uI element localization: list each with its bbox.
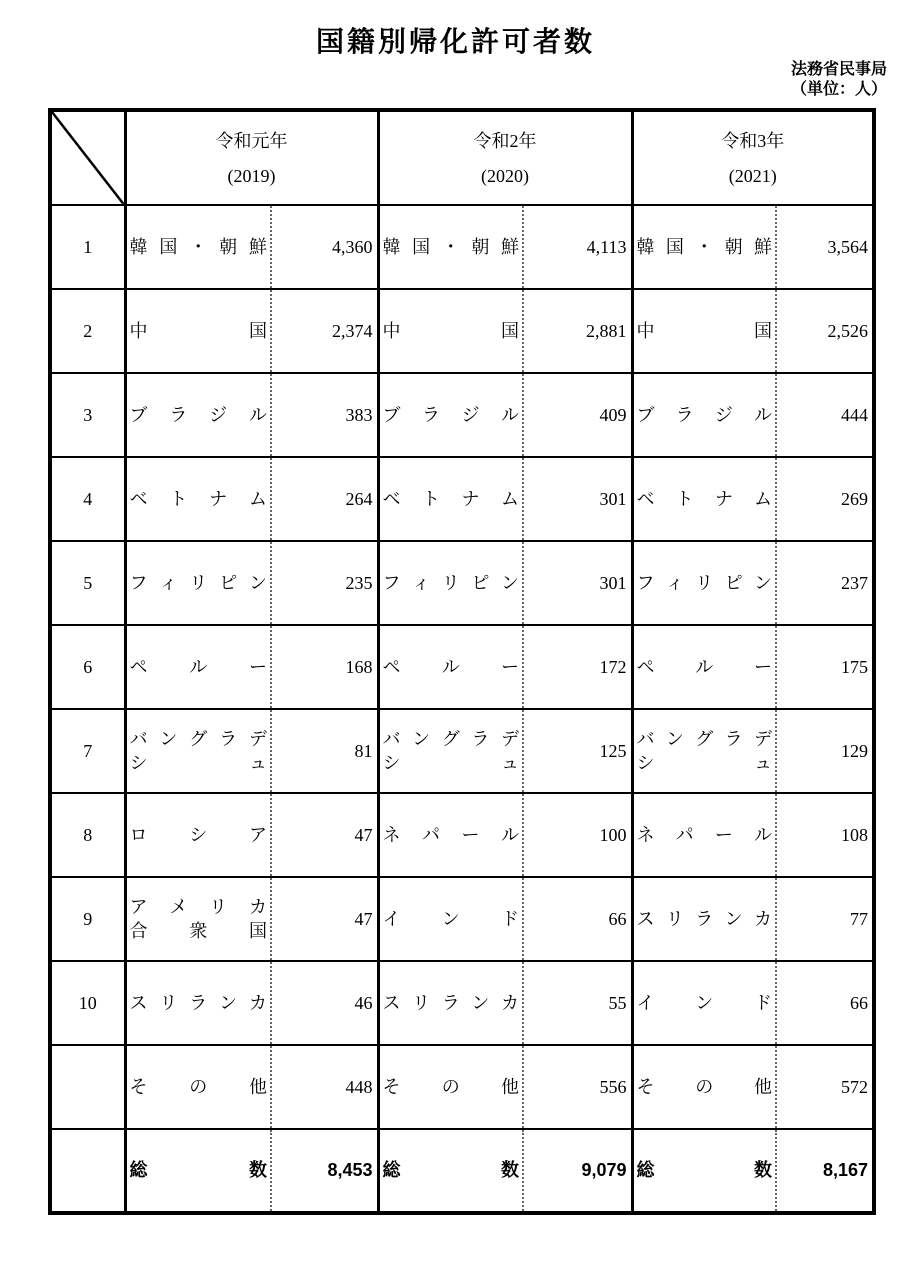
source-agency: 法務省民事局 [790, 61, 887, 78]
table-row-others [50, 1045, 874, 1129]
country-name-cell: そ の 他 [632, 1045, 776, 1129]
value-cell: 4,360 [271, 205, 378, 289]
country-name-cell: 中 国 [632, 289, 776, 373]
country-name-cell: ネ パ ー ル [378, 793, 523, 877]
value-cell: 47 [271, 793, 378, 877]
value-cell: 4,113 [523, 205, 632, 289]
country-name-cell: フ ィ リ ピ ン [378, 541, 523, 625]
western-year-label: (2019) [227, 165, 276, 186]
rank-cell: 4 [50, 457, 125, 541]
country-name-cell: ス リ ラ ン カ [125, 961, 271, 1045]
value-cell: 409 [523, 373, 632, 457]
value-cell: 175 [776, 625, 874, 709]
naturalization-table [48, 108, 876, 1215]
value-cell: 47 [271, 877, 378, 961]
country-name-cell: フ ィ リ ピ ン [125, 541, 271, 625]
value-cell: 66 [776, 961, 874, 1045]
value-cell: 301 [523, 457, 632, 541]
country-name-cell: バ ン グ ラ デ シ ュ [125, 709, 271, 793]
country-name-cell: ス リ ラ ン カ [632, 877, 776, 961]
table-row [50, 541, 874, 625]
rank-cell: 7 [50, 709, 125, 793]
value-cell: 81 [271, 709, 378, 793]
value-cell: 264 [271, 457, 378, 541]
corner-cell [50, 110, 125, 205]
country-name-cell: 韓 国 ・ 朝 鮮 [632, 205, 776, 289]
value-cell: 100 [523, 793, 632, 877]
country-name-cell: ロ シ ア [125, 793, 271, 877]
table-row [50, 709, 874, 793]
value-cell: 237 [776, 541, 874, 625]
country-name-cell: イ ン ド [632, 961, 776, 1045]
rank-cell: 2 [50, 289, 125, 373]
country-name-cell: ブ ラ ジ ル [378, 373, 523, 457]
country-name-cell: ブ ラ ジ ル [632, 373, 776, 457]
country-name-cell: ネ パ ー ル [632, 793, 776, 877]
total-value-cell: 8,167 [776, 1129, 874, 1213]
country-name-cell: ベ ト ナ ム [125, 457, 271, 541]
total-value-cell: 9,079 [523, 1129, 632, 1213]
era-label: 令和2年 [473, 130, 537, 151]
value-cell: 108 [776, 793, 874, 877]
value-cell: 448 [271, 1045, 378, 1129]
value-cell: 129 [776, 709, 874, 793]
unit-note: （単位：人） [790, 81, 887, 98]
table-row [50, 457, 874, 541]
year-header-2019 [125, 110, 378, 205]
rank-cell: 5 [50, 541, 125, 625]
source-note [791, 60, 887, 100]
country-name-cell: ベ ト ナ ム [632, 457, 776, 541]
country-name-cell: 中 国 [125, 289, 271, 373]
table-row [50, 205, 874, 289]
value-cell: 301 [523, 541, 632, 625]
country-name-cell: ブ ラ ジ ル [125, 373, 271, 457]
western-year-label: (2020) [481, 165, 529, 186]
total-value-cell: 8,453 [271, 1129, 378, 1213]
table-row-total [50, 1129, 874, 1213]
country-name-cell: 韓 国 ・ 朝 鮮 [378, 205, 523, 289]
era-label: 令和元年 [215, 130, 288, 151]
value-cell: 556 [523, 1045, 632, 1129]
year-header-2021 [632, 110, 874, 205]
country-name-cell: そ の 他 [378, 1045, 523, 1129]
country-name-cell: フ ィ リ ピ ン [632, 541, 776, 625]
rank-cell [50, 1129, 125, 1213]
table-row [50, 289, 874, 373]
table-row [50, 625, 874, 709]
table-row [50, 373, 874, 457]
era-label: 令和3年 [721, 130, 785, 151]
country-name-cell: イ ン ド [378, 877, 523, 961]
rank-cell: 3 [50, 373, 125, 457]
value-cell: 269 [776, 457, 874, 541]
country-name-cell: ス リ ラ ン カ [378, 961, 523, 1045]
country-name-cell: バ ン グ ラ デ シ ュ [378, 709, 523, 793]
value-cell: 55 [523, 961, 632, 1045]
year-header-2020 [378, 110, 632, 205]
diagonal-line-icon [52, 112, 124, 204]
country-name-cell: ペ ル ー [378, 625, 523, 709]
value-cell: 66 [523, 877, 632, 961]
total-label-cell: 総 数 [125, 1129, 271, 1213]
country-name-cell: そ の 他 [125, 1045, 271, 1129]
rank-cell [50, 1045, 125, 1129]
rank-cell: 9 [50, 877, 125, 961]
total-label-cell: 総 数 [632, 1129, 776, 1213]
table-row [50, 877, 874, 961]
value-cell: 125 [523, 709, 632, 793]
value-cell: 3,564 [776, 205, 874, 289]
rank-cell: 8 [50, 793, 125, 877]
value-cell: 235 [271, 541, 378, 625]
western-year-label: (2021) [728, 165, 777, 186]
country-name-cell: 中 国 [378, 289, 523, 373]
country-name-cell: ペ ル ー [125, 625, 271, 709]
country-name-cell: ア メ リ カ 合 衆 国 [125, 877, 271, 961]
rank-cell: 10 [50, 961, 125, 1045]
country-name-cell: ベ ト ナ ム [378, 457, 523, 541]
total-label-cell: 総 数 [378, 1129, 523, 1213]
country-name-cell: ペ ル ー [632, 625, 776, 709]
country-name-cell: 韓 国 ・ 朝 鮮 [125, 205, 271, 289]
country-name-cell: バ ン グ ラ デ シ ュ [632, 709, 776, 793]
table-row [50, 961, 874, 1045]
value-cell: 2,374 [271, 289, 378, 373]
value-cell: 2,526 [776, 289, 874, 373]
page-title: 国籍別帰化許可者数 [315, 26, 595, 57]
value-cell: 444 [776, 373, 874, 457]
rank-cell: 1 [50, 205, 125, 289]
value-cell: 383 [271, 373, 378, 457]
value-cell: 2,881 [523, 289, 632, 373]
header-row [50, 110, 874, 205]
value-cell: 172 [523, 625, 632, 709]
value-cell: 77 [776, 877, 874, 961]
rank-cell: 6 [50, 625, 125, 709]
value-cell: 46 [271, 961, 378, 1045]
value-cell: 168 [271, 625, 378, 709]
value-cell: 572 [776, 1045, 874, 1129]
table-row [50, 793, 874, 877]
